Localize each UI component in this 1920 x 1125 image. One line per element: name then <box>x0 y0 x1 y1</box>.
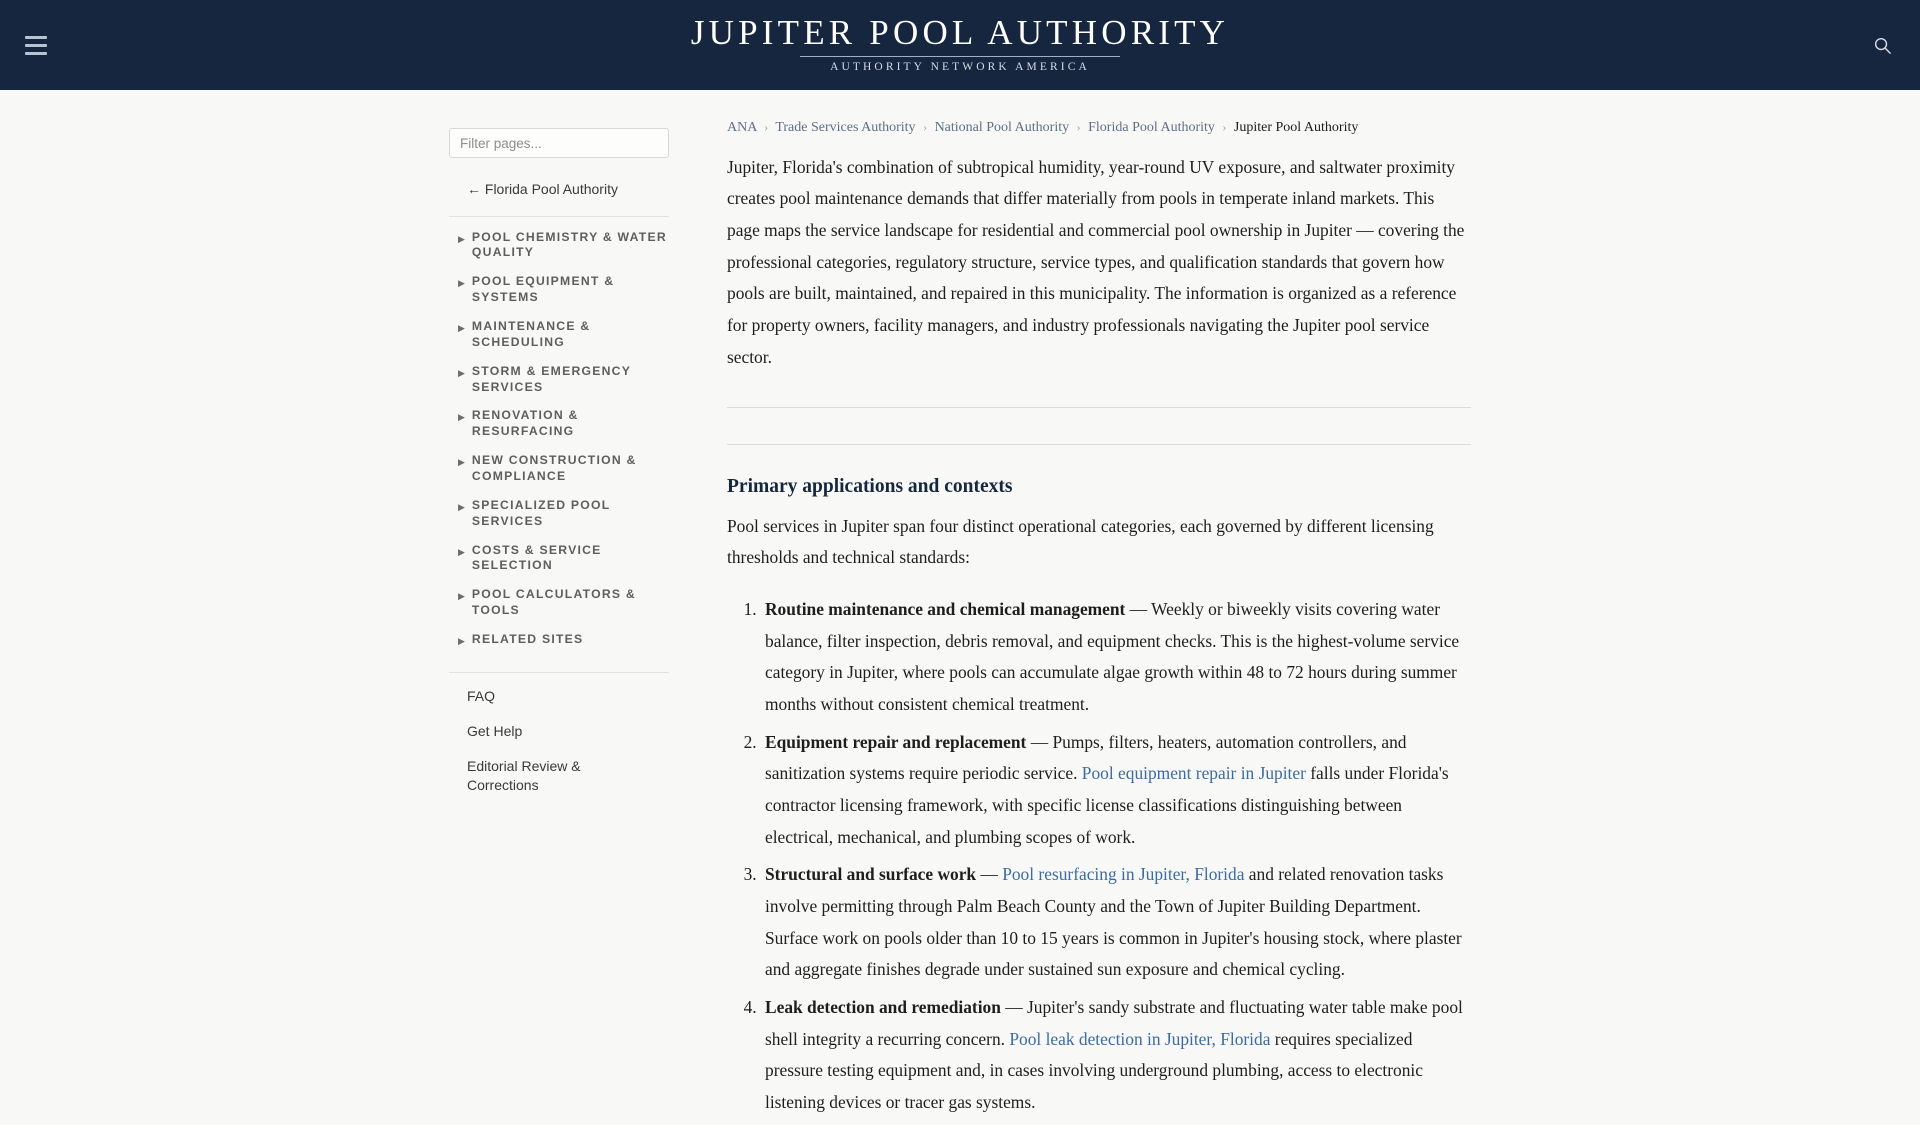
site-subtitle: AUTHORITY NETWORK AMERICA <box>830 60 1090 73</box>
main-content <box>727 112 1471 1125</box>
chevron-right-icon: ▶ <box>458 367 465 378</box>
link-pool-resurfacing[interactable]: Pool resurfacing in Jupiter, Florida <box>1002 864 1245 885</box>
sidebar-nav-list <box>449 217 669 650</box>
sidebar-item-label: MAINTENANCE & SCHEDULING <box>471 319 591 349</box>
search-icon[interactable] <box>1862 25 1902 65</box>
hamburger-bar <box>25 36 47 39</box>
chevron-right-icon: ▶ <box>458 546 465 557</box>
list-item-text-before: Pumps, filters, heaters, automation controllers, and sanitization systems require periodic service. <box>765 731 1407 784</box>
list-item-term: Leak detection and remediation <box>765 997 1001 1017</box>
list-item <box>467 757 669 795</box>
sidebar-item-label: RELATED SITES <box>471 632 584 647</box>
breadcrumb <box>727 118 1471 142</box>
breadcrumb-separator: › <box>1222 120 1227 134</box>
back-to-parent-link[interactable]: ← Florida Pool Authority <box>467 181 618 197</box>
site-header <box>0 0 1920 90</box>
section-heading: Primary applications and contexts <box>727 476 1013 498</box>
sidebar-item-label: SPECIALIZED POOL SERVICES <box>471 497 611 528</box>
list-item-text-after: and related renovation tasks involve permitting through Palm Beach County and the Town of Jupiter Building Department. Surface work on pools older than 10 to 15 years is common in Jupiter's housing stock, where plaster and aggregate finishes degrade under sustained sun exposure and chemical cycling. <box>765 864 1462 980</box>
site-title: JUPITER POOL AUTHORITY <box>690 12 1230 52</box>
chevron-right-icon: ▶ <box>458 278 465 289</box>
sidebar-item-label: POOL CHEMISTRY & WATER QUALITY <box>471 229 667 260</box>
footer-link-editorial-review[interactable]: Editorial Review & Corrections <box>467 758 581 793</box>
link-pool-equipment-repair[interactable]: Pool equipment repair in Jupiter <box>1081 763 1306 784</box>
chevron-right-icon: ▶ <box>458 501 465 512</box>
brand-divider <box>800 56 1120 57</box>
sidebar-item-pool-chemistry[interactable] <box>449 217 669 262</box>
breadcrumb-separator: › <box>1076 120 1081 134</box>
breadcrumb-separator: › <box>923 120 928 134</box>
intro-paragraph: Jupiter, Florida's combination of subtropical humidity, year-round UV exposure, and saltwater proximity creates pool maintenance demands that differ materially from pools in temperate inland markets. This page maps the service landscape for residential and commercial pool ownership in Jupiter — covering the professional categories, regulatory structure, service types, and qualification standards that govern how pools are built, maintained, and repaired in this municipality. The information is organized as a reference for property owners, facility managers, and industry professionals navigating the Jupiter pool service sector. <box>727 156 1465 367</box>
chevron-right-icon: ▶ <box>458 233 465 244</box>
breadcrumb-item-national-pool[interactable]: National Pool Authority <box>934 120 1070 135</box>
list-item-term: Routine maintenance and chemical management <box>765 598 1126 619</box>
sidebar-item-label: POOL CALCULATORS & TOOLS <box>471 587 636 618</box>
footer-link-faq[interactable]: FAQ <box>467 688 496 705</box>
list-item <box>761 727 1471 854</box>
breadcrumb-item-trade-services[interactable]: Trade Services Authority <box>775 120 916 135</box>
breadcrumb-separator: › <box>764 120 769 134</box>
chevron-right-icon: ▶ <box>458 636 465 647</box>
list-item-text-before: Weekly or biweekly visits covering water balance, filter inspection, debris removal, and equipment checks. This is the highest-volume service category in Jupiter, where pools can accumulate algae growth within 48 to 72 hours during summer months without consistent chemical treatment. <box>765 598 1460 714</box>
applications-list <box>727 594 1471 1119</box>
list-item <box>761 594 1471 721</box>
sidebar-item-pool-equipment[interactable] <box>449 261 669 306</box>
page-wrapper <box>0 90 1920 1125</box>
link-pool-leak-detection[interactable]: Pool leak detection in Jupiter, Florida <box>1009 1028 1271 1049</box>
sidebar-item-label: STORM & EMERGENCY SERVICES <box>471 363 631 394</box>
hamburger-bar <box>25 44 47 47</box>
list-item <box>467 722 669 741</box>
list-item-dash: — <box>976 864 1003 885</box>
sidebar-item-specialized-services[interactable] <box>449 485 669 530</box>
list-item <box>467 687 669 706</box>
hamburger-menu-icon[interactable] <box>16 25 56 65</box>
breadcrumb-item-florida-pool[interactable]: Florida Pool Authority <box>1088 120 1215 135</box>
list-item <box>761 859 1471 986</box>
chevron-right-icon: ▶ <box>458 412 465 423</box>
content-divider-top <box>727 407 1471 408</box>
list-item-dash: — <box>1125 598 1152 619</box>
list-item-text-after: requires specialized pressure testing equipment and, in cases involving underground plumbing, access to electronic listening devices or tracer gas systems. <box>765 1028 1423 1113</box>
content-divider-bottom <box>727 444 1471 445</box>
sidebar-item-costs-selection[interactable] <box>449 530 669 575</box>
list-item-term: Equipment repair and replacement <box>765 731 1027 752</box>
sidebar-item-related-sites[interactable] <box>449 619 669 650</box>
sidebar-item-calculators-tools[interactable] <box>449 574 669 619</box>
sidebar-item-label: NEW CONSTRUCTION & COMPLIANCE <box>471 453 637 484</box>
sidebar-item-storm-emergency[interactable] <box>449 351 669 396</box>
sidebar-item-maintenance[interactable] <box>449 306 669 351</box>
section-intro-paragraph: Pool services in Jupiter span four distinct operational categories, each governed by different licensing thresholds and technical standards: <box>727 515 1434 568</box>
filter-pages-input[interactable] <box>449 128 669 158</box>
list-item-text-after: falls under Florida's contractor licensing framework, with specific license classifications distinguishing between electrical, mechanical, and plumbing scopes of work. <box>765 763 1449 847</box>
sidebar-item-renovation[interactable] <box>449 395 669 440</box>
chevron-right-icon: ▶ <box>458 457 465 468</box>
list-item-term: Structural and surface work <box>765 864 977 885</box>
breadcrumb-item-ana[interactable]: ANA <box>727 120 757 135</box>
list-item-dash: — <box>1026 731 1053 752</box>
site-brand <box>690 12 1230 76</box>
list-item <box>761 992 1471 1119</box>
sidebar-footer-links <box>449 673 669 795</box>
sidebar-item-new-construction[interactable] <box>449 440 669 485</box>
footer-link-get-help[interactable]: Get Help <box>467 723 523 740</box>
chevron-right-icon: ▶ <box>458 323 465 334</box>
sidebar-item-label: COSTS & SERVICE SELECTION <box>471 542 602 573</box>
list-item-dash: — <box>1000 997 1027 1017</box>
hamburger-bar <box>25 52 47 55</box>
sidebar <box>449 112 669 811</box>
breadcrumb-item-current: Jupiter Pool Authority <box>1233 120 1359 135</box>
sidebar-item-label: RENOVATION & RESURFACING <box>471 408 579 439</box>
list-item-text-before: Jupiter's sandy substrate and fluctuating water table make pool shell integrity a recurring concern. <box>765 997 1463 1049</box>
sidebar-item-label: POOL EQUIPMENT & SYSTEMS <box>471 274 615 305</box>
chevron-right-icon: ▶ <box>458 591 465 602</box>
